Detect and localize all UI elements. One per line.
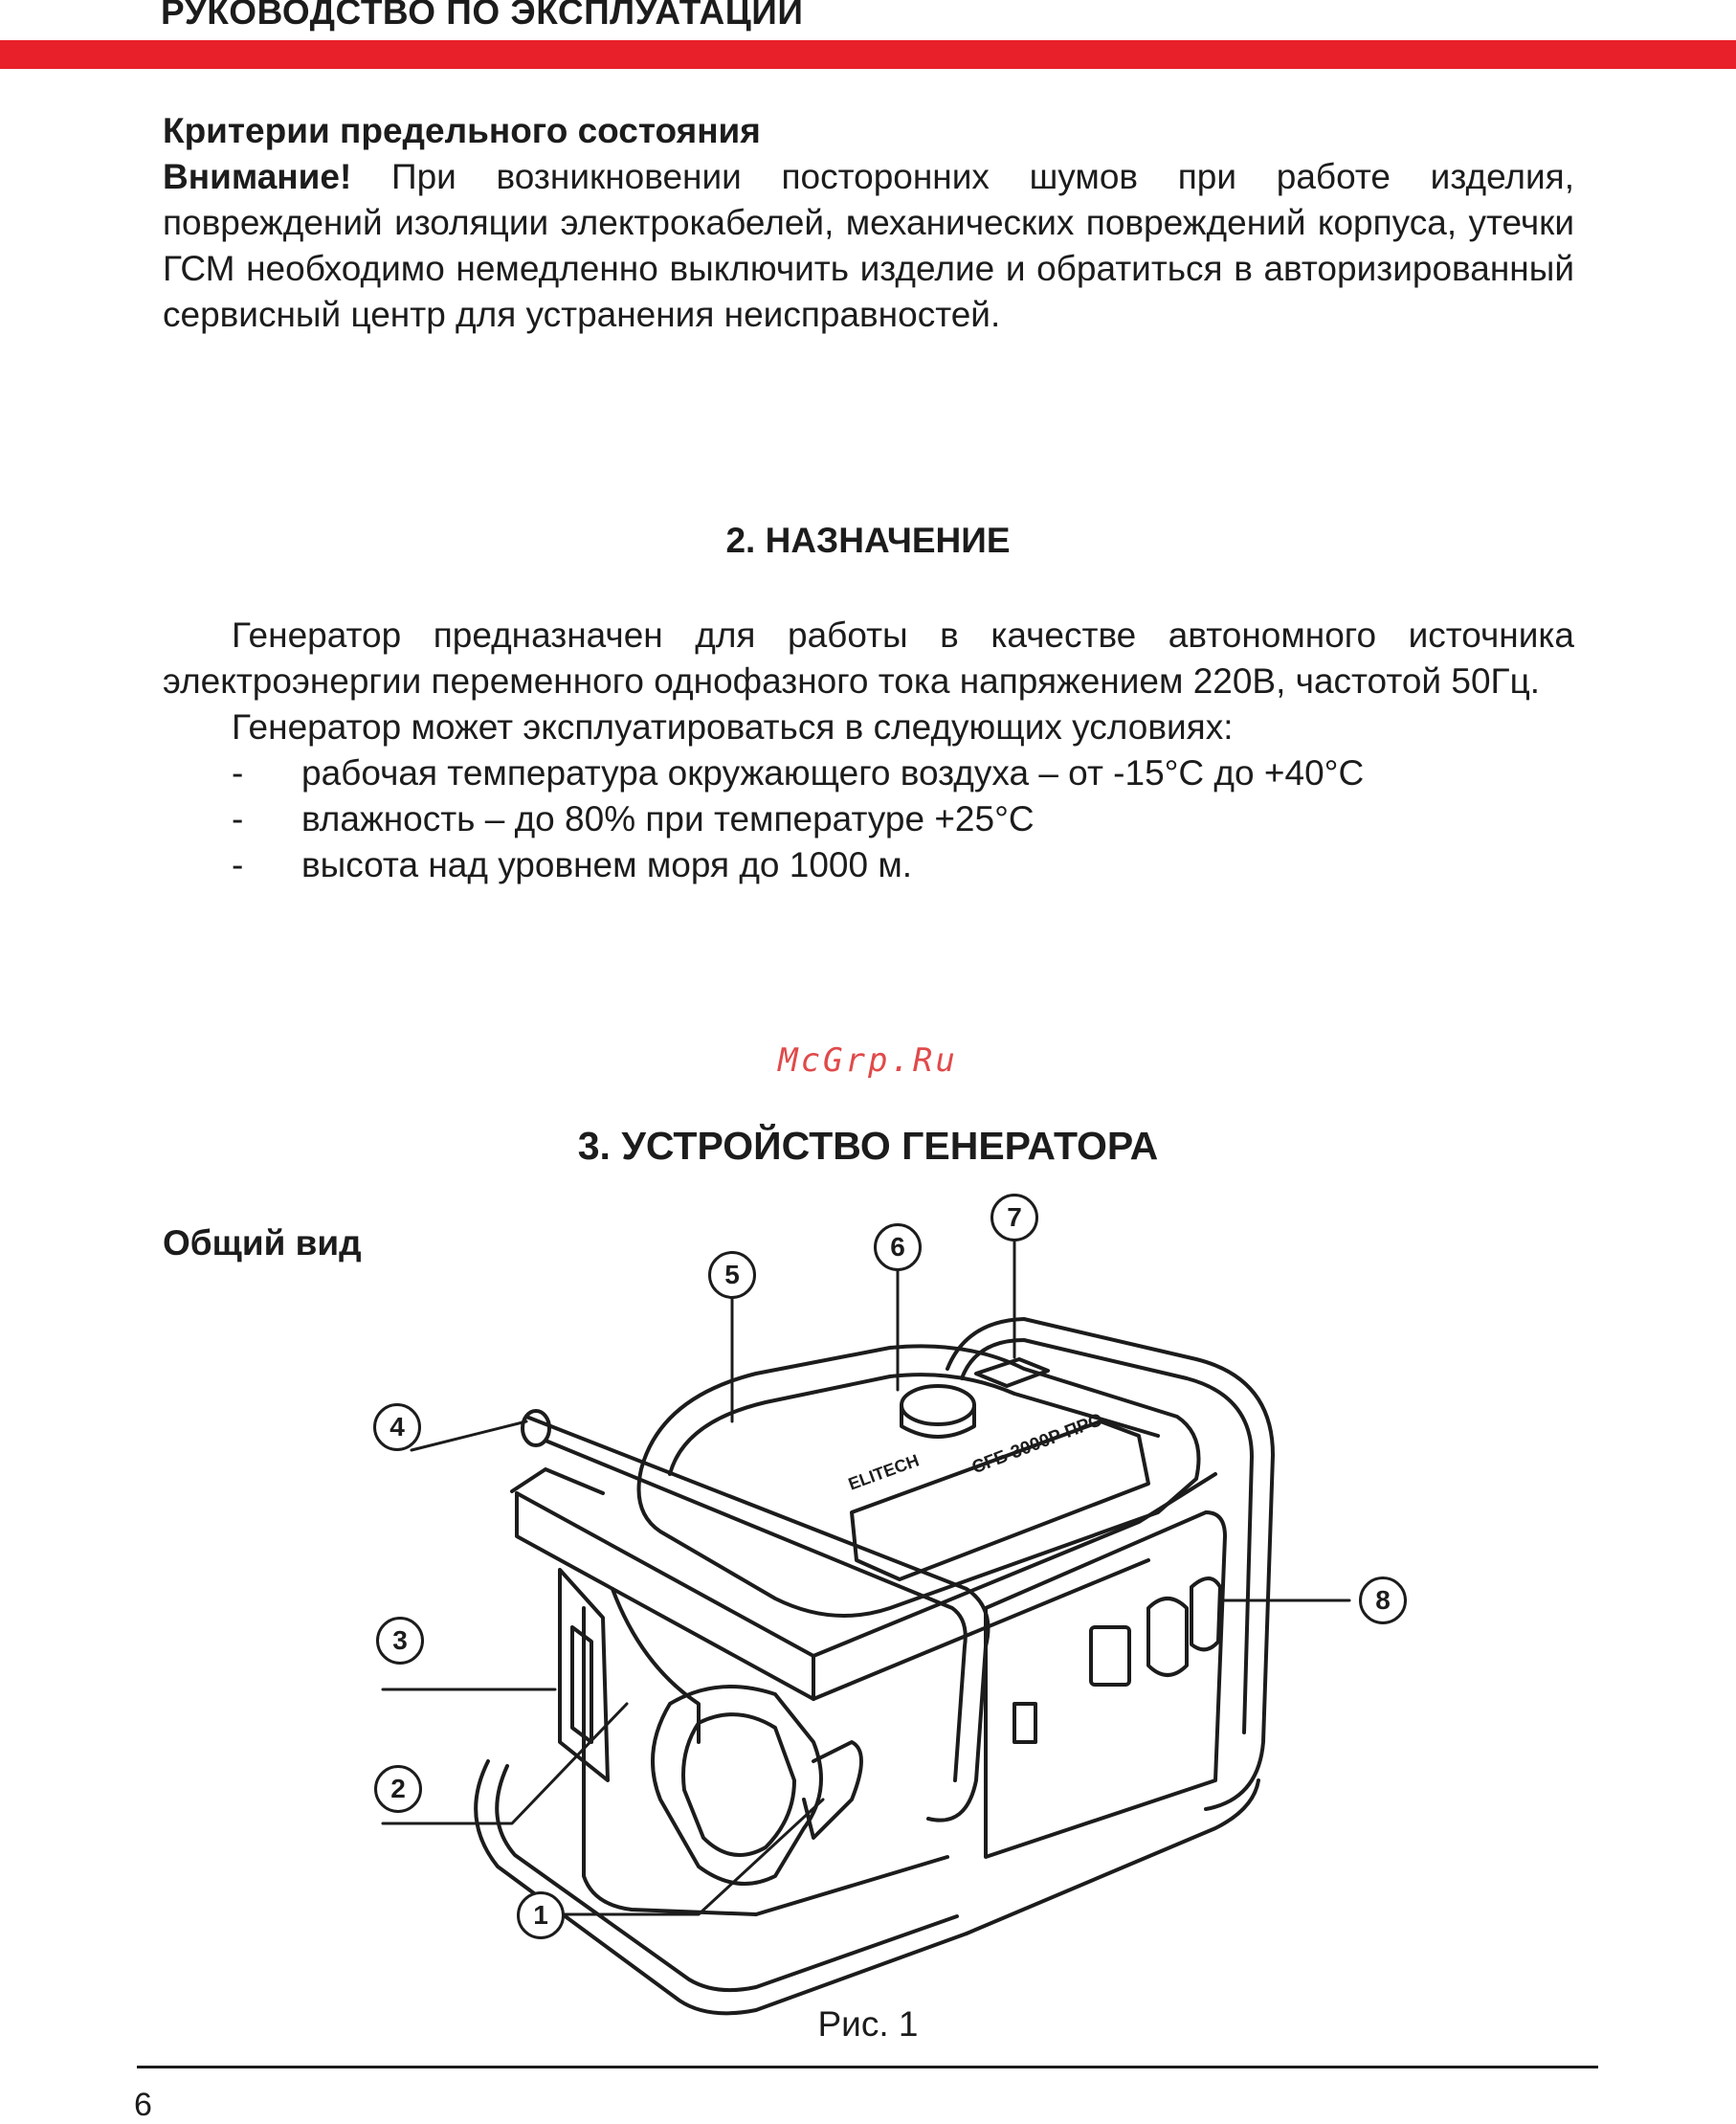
bullet-dash: - — [232, 753, 244, 793]
condition-text: рабочая температура окружающего воздуха – от -15°С до +40°С — [301, 753, 1365, 793]
header-red-bar — [0, 40, 1736, 69]
leader-1-line — [523, 1800, 823, 1914]
purpose-paragraph-2: Генератор может эксплуатироваться в следующих условиях: — [232, 707, 1234, 747]
callout-4: 4 — [373, 1403, 421, 1451]
callout-2: 2 — [374, 1765, 422, 1813]
condition-item — [163, 842, 1574, 888]
panel-breaker — [1091, 1627, 1129, 1685]
tank-brand: ELITECH — [845, 1450, 922, 1494]
deck-front-lower — [813, 1560, 1148, 1699]
handle-bar-inner — [545, 1441, 966, 1780]
deck-left-corner — [512, 1469, 603, 1493]
starter-handle — [804, 1742, 861, 1838]
bullet-dash: - — [232, 845, 244, 884]
callout-1: 1 — [517, 1891, 565, 1939]
panel-switch — [1014, 1704, 1035, 1742]
figure-caption: Рис. 1 — [817, 2004, 919, 2044]
condition-item — [163, 750, 1574, 796]
callout-5: 5 — [708, 1251, 756, 1299]
handle-bar — [526, 1417, 989, 1821]
base-frame-right — [967, 1780, 1258, 1934]
condition-text: влажность – до 80% при температуре +25°С — [301, 799, 1035, 838]
condition-item — [163, 796, 1574, 842]
watermark: McGrp.Ru — [778, 1041, 958, 1080]
leader-4 — [412, 1421, 526, 1450]
condition-text: высота над уровнем моря до 1000 м. — [301, 845, 913, 884]
limits-section — [163, 108, 1574, 338]
header-title: РУКОВОДСТВО ПО ЭКСПЛУАТАЦИИ — [161, 0, 804, 32]
callout-3: 3 — [376, 1617, 424, 1665]
base-frame-front — [476, 1761, 967, 2013]
purpose-paragraph-1: Генератор предназначен для работы в качестве автономного источника электроэнергии переменного однофазного тока напряжением 220В, частотой 50Гц. — [163, 615, 1574, 701]
callout-7: 7 — [990, 1194, 1038, 1241]
general-view-label: Общий вид — [163, 1223, 362, 1263]
tank-model-label: СГБ 3000Р ПРО — [968, 1409, 1106, 1479]
limits-heading: Критерии предельного состояния — [163, 111, 761, 150]
page-number: 6 — [134, 2087, 152, 2123]
panel-socket-2 — [1191, 1578, 1220, 1649]
warning-text: При возникновении посторонних шумов при работе изделия, повреждений изоляции электрокабелей, механических повреждений корпуса, утечки ГСМ необходимо немедленно выключить изделие и обратиться в авторизированный сервисный центр для устранения неисправностей. — [163, 157, 1574, 334]
footer-rule — [137, 2066, 1598, 2068]
warning-label: Внимание! — [163, 157, 352, 196]
panel-socket-1 — [1148, 1599, 1187, 1675]
callout-8: 8 — [1359, 1576, 1407, 1624]
section-3-title: 3. УСТРОЙСТВО ГЕНЕРАТОРА — [577, 1124, 1159, 1168]
limits-warning-paragraph — [163, 154, 1574, 338]
handle-end — [523, 1411, 549, 1445]
fuel-cap — [901, 1386, 974, 1424]
generator-figure — [354, 1202, 1445, 2029]
callout-6: 6 — [874, 1223, 922, 1271]
bullet-dash: - — [232, 799, 244, 838]
base-frame-front-inner — [497, 1766, 957, 1990]
engine-base — [756, 1857, 947, 1914]
section-2-title: 2. НАЗНАЧЕНИЕ — [725, 521, 1011, 560]
purpose-section — [163, 613, 1574, 888]
